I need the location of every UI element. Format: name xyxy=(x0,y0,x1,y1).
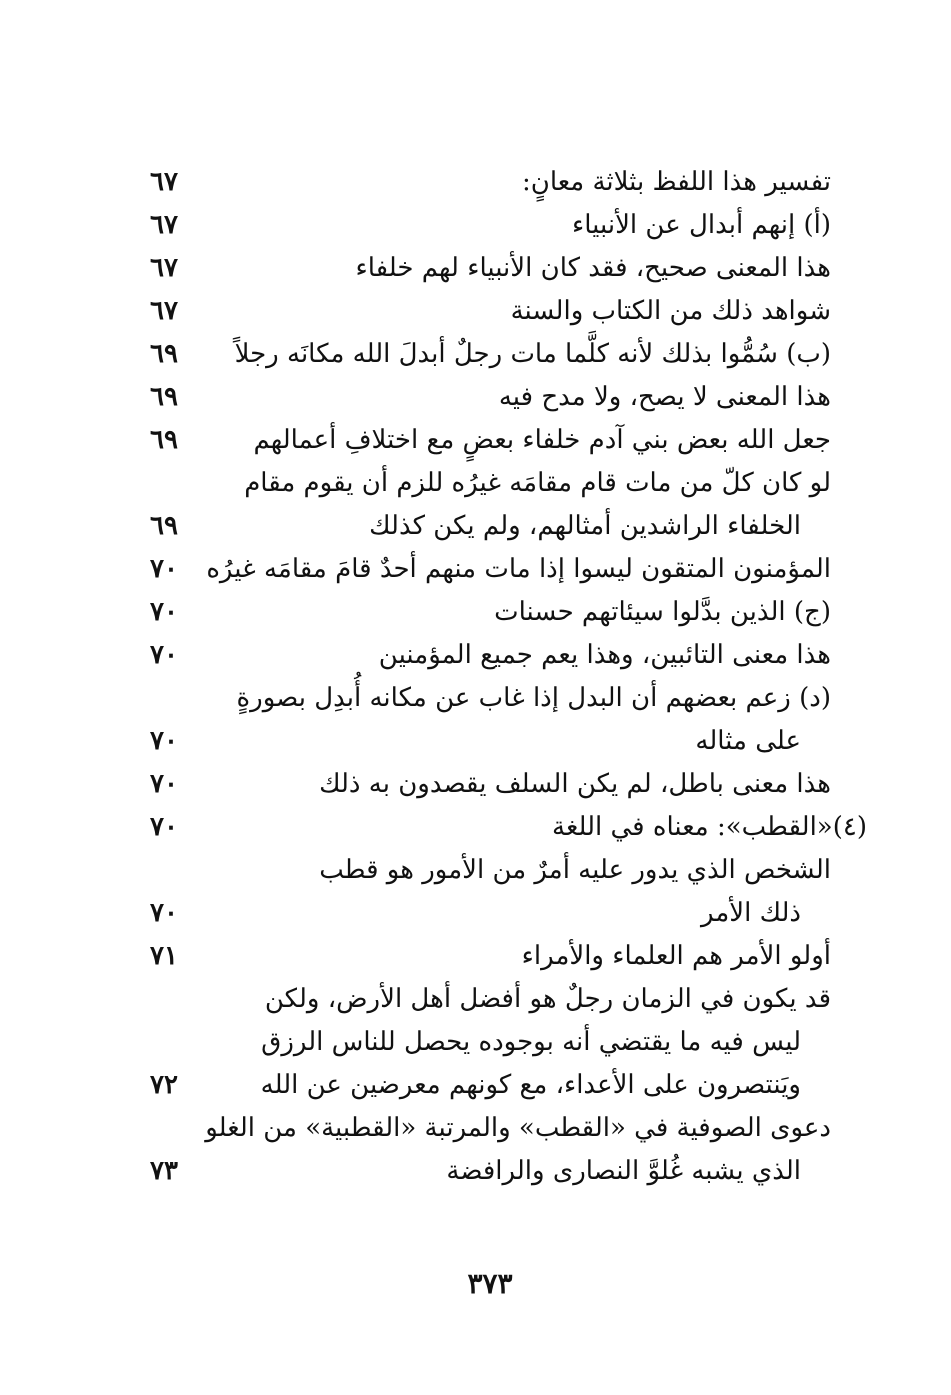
index-entry xyxy=(0,1106,951,1150)
entry-text: لو كان كلّ من مات قام مقامَه غيرُه للزم أن يقوم مقام xyxy=(244,468,831,498)
entry-page-number: ٦٩ xyxy=(150,511,178,541)
index-entry xyxy=(0,547,951,591)
entry-page-number: ٧٠ xyxy=(150,554,178,584)
entry-page-number xyxy=(150,1020,190,1064)
entry-page-number: ٧٠ xyxy=(150,640,178,670)
entry-text: هذا معنى التائبين، وهذا يعم جميع المؤمنين xyxy=(378,640,831,670)
entry-text: قد يكون في الزمان رجلٌ هو أفضل أهل الأرض، ولكن xyxy=(264,984,831,1014)
index-entry xyxy=(0,977,951,1021)
entry-page-number: ٧٠ xyxy=(150,812,178,842)
index-entry xyxy=(0,203,951,247)
entry-page-number: ٧٠ xyxy=(150,898,178,928)
index-entry xyxy=(0,1149,951,1193)
entry-text: (٤)«القطب»: معناه في اللغة xyxy=(552,812,867,842)
entry-text: (ب) سُمُّوا بذلك لأنه كلَّما مات رجلٌ أبدلَ الله مكانَه رجلاً xyxy=(234,339,831,369)
page-number: ٣٧٣ xyxy=(467,1267,513,1300)
entry-page-number: ٦٩ xyxy=(150,425,178,455)
entry-text: الخلفاء الراشدين أمثالهم، ولم يكن كذلك xyxy=(369,511,801,541)
entry-page-number: ٧٢ xyxy=(150,1070,178,1100)
index-entry xyxy=(0,289,951,333)
entry-page-number xyxy=(150,977,190,1021)
index-entry xyxy=(0,848,951,892)
index-entry xyxy=(0,461,951,505)
entry-text: أولو الأمر هم العلماء والأمراء xyxy=(521,941,831,971)
entry-page-number: ٧٣ xyxy=(150,1156,178,1186)
index-entry xyxy=(0,504,951,548)
index-entry xyxy=(0,762,951,806)
entry-page-number: ٦٩ xyxy=(150,339,178,369)
index-entry xyxy=(0,1063,951,1107)
entry-text: (د) زعم بعضهم أن البدل إذا غاب عن مكانه أُبدِل بصورةٍ xyxy=(236,683,831,713)
entry-text: شواهد ذلك من الكتاب والسنة xyxy=(510,296,831,326)
entry-page-number: ٦٧ xyxy=(150,210,178,240)
index-entry xyxy=(0,332,951,376)
entry-text: ذلك الأمر xyxy=(700,898,801,928)
entry-text: الذي يشبه غُلوَّ النصارى والرافضة xyxy=(446,1156,801,1186)
entry-page-number: ٧٠ xyxy=(150,726,178,756)
entry-page-number: ٦٧ xyxy=(150,167,178,197)
entry-page-number: ٦٧ xyxy=(150,253,178,283)
index-entry xyxy=(0,375,951,419)
entry-text: الشخص الذي يدور عليه أمرٌ من الأمور هو قطب xyxy=(319,855,831,885)
index-entry xyxy=(0,934,951,978)
entry-text: هذا المعنى صحيح، فقد كان الأنبياء لهم خلفاء xyxy=(355,253,831,283)
index-entry xyxy=(0,160,951,204)
index-entry xyxy=(0,891,951,935)
entry-page-number: ٦٩ xyxy=(150,382,178,412)
entry-page-number xyxy=(150,461,190,505)
entry-text: هذا معنى باطل، لم يكن السلف يقصدون به ذلك xyxy=(319,769,831,799)
entry-text: (أ) إنهم أبدال عن الأنبياء xyxy=(572,210,831,240)
entry-page-number: ٧١ xyxy=(150,941,178,971)
index-entry xyxy=(0,633,951,677)
entry-text: على مثاله xyxy=(695,726,801,756)
entry-page-number: ٧٠ xyxy=(150,769,178,799)
entry-text: جعل الله بعض بني آدم خلفاء بعضٍ مع اختلافِ أعمالهم xyxy=(253,425,831,455)
entry-text: دعوى الصوفية في «القطب» والمرتبة «القطبية» من الغلو xyxy=(205,1113,831,1143)
index-entry xyxy=(0,1020,951,1064)
entry-page-number xyxy=(150,1106,190,1150)
entry-page-number: ٧٠ xyxy=(150,597,178,627)
entry-page-number xyxy=(150,848,190,892)
entry-page-number: ٦٧ xyxy=(150,296,178,326)
entry-text: هذا المعنى لا يصح، ولا مدح فيه xyxy=(498,382,831,412)
entry-text: ليس فيه ما يقتضي أنه بوجوده يحصل للناس الرزق xyxy=(261,1027,801,1057)
index-entry xyxy=(0,805,951,849)
entry-page-number xyxy=(150,676,190,720)
index-entry xyxy=(0,676,951,720)
entry-text: تفسير هذا اللفظ بثلاثة معانٍ: xyxy=(521,167,831,197)
index-entry xyxy=(0,590,951,634)
entry-text: (ج) الذين بدَّلوا سيئاتهم حسنات xyxy=(494,597,831,627)
index-entry xyxy=(0,719,951,763)
index-entry xyxy=(0,246,951,290)
entry-text: ويَنتصرون على الأعداء، مع كونهم معرضين عن الله xyxy=(260,1070,801,1100)
index-entry xyxy=(0,418,951,462)
entry-text: المؤمنون المتقون ليسوا إذا مات منهم أحدٌ قامَ مقامَه غيرُه xyxy=(206,554,831,584)
